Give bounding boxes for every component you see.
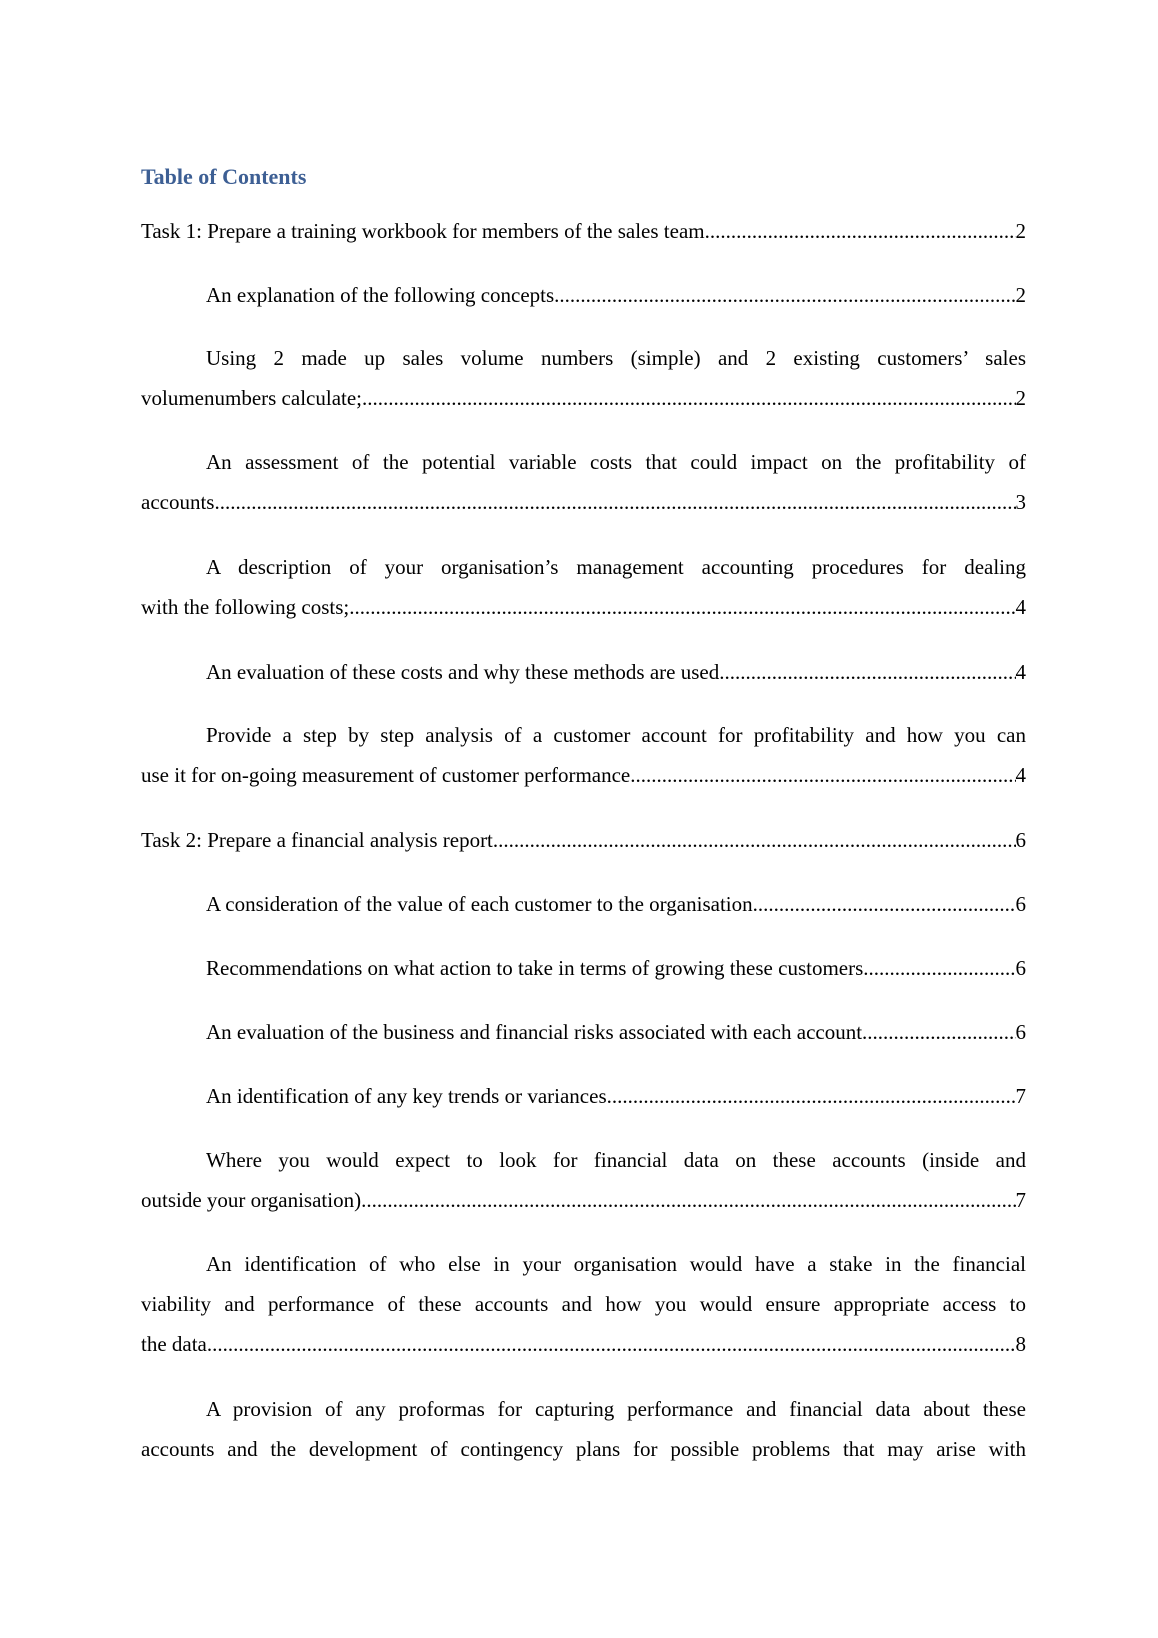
toc-entry-text-last-line: accounts <box>141 490 215 514</box>
toc-entry-text: An identification of any key trends or variances <box>206 1084 607 1108</box>
toc-entry-page: 6 <box>1015 1020 1026 1044</box>
toc-entry-page: 2 <box>1015 283 1026 307</box>
toc-entry-text: An identification of who else in your organisation would have a stake in the financial <box>206 1252 1026 1276</box>
dot-leader <box>207 1324 1016 1364</box>
toc-entry-page: 3 <box>1015 490 1026 514</box>
toc-entry-page: 7 <box>1015 1084 1026 1108</box>
toc-entry[interactable] <box>141 652 1026 692</box>
toc-entry[interactable] <box>141 547 1026 627</box>
toc-entry-text: An explanation of the following concepts <box>206 283 555 307</box>
toc-entry-page: 8 <box>1015 1332 1026 1356</box>
toc-entry-text: Recommendations on what action to take in terms of growing these customers <box>206 956 864 980</box>
toc-entry-text: An evaluation of these costs and why these methods are used <box>206 660 720 684</box>
toc-entry[interactable] <box>141 715 1026 795</box>
toc-entry-task-1[interactable] <box>141 211 1026 251</box>
toc-entry-text: An assessment of the potential variable costs that could impact on the profitability of <box>206 450 1026 474</box>
toc-entry[interactable] <box>141 948 1026 988</box>
toc-entry-text-last-line: with the following costs; <box>141 595 350 619</box>
dot-leader <box>630 755 1015 795</box>
toc-entry-text: Using 2 made up sales volume numbers (simple) and 2 existing customers’ sales <box>206 346 1026 370</box>
dot-leader <box>705 211 1016 251</box>
toc-entry-text: Provide a step by step analysis of a customer account for profitability and how you can <box>206 723 1026 747</box>
toc-entry-page: 2 <box>1015 219 1026 243</box>
toc-entry[interactable] <box>141 275 1026 315</box>
dot-leader <box>862 1012 1015 1052</box>
dot-leader <box>719 652 1015 692</box>
dot-leader <box>753 884 1016 924</box>
toc-entry-page: 4 <box>1015 763 1026 787</box>
dot-leader <box>349 587 1015 627</box>
toc-entry-text: A description of your organisation’s management accounting procedures for dealing <box>206 555 1026 579</box>
dot-leader <box>362 378 1015 418</box>
dot-leader <box>214 482 1015 522</box>
toc-entry[interactable] <box>141 338 1026 418</box>
toc-entry-page: 6 <box>1015 828 1026 852</box>
toc-entry-page: 6 <box>1015 892 1026 916</box>
toc-entry-text: A consideration of the value of each customer to the organisation <box>206 892 753 916</box>
toc-entry-text-last-line: outside your organisation) <box>141 1188 362 1212</box>
toc-entry[interactable] <box>141 1389 1026 1469</box>
toc-entry-text-line-2: viability and performance of these accounts and how you would ensure appropriate access to <box>141 1292 1026 1316</box>
toc-entry-text: Task 2: Prepare a financial analysis report <box>141 828 493 852</box>
toc-entry[interactable] <box>141 1140 1026 1220</box>
toc-entry[interactable] <box>141 1012 1026 1052</box>
toc-entry[interactable] <box>141 1076 1026 1116</box>
toc-entry-page: 4 <box>1015 595 1026 619</box>
toc-entry-text-last-line: use it for on-going measurement of customer performance <box>141 763 631 787</box>
dot-leader <box>863 948 1015 988</box>
toc-entry-page: 4 <box>1015 660 1026 684</box>
toc-entry-text: A provision of any proformas for capturing performance and financial data about these <box>206 1397 1026 1421</box>
toc-entry-page: 2 <box>1015 386 1026 410</box>
toc-title: Table of Contents <box>141 164 307 189</box>
toc-entry-page: 6 <box>1015 956 1026 980</box>
toc-entry-text-line-2: accounts and the development of contingency plans for possible problems that may arise with <box>141 1437 1026 1461</box>
toc-entry-text: An evaluation of the business and financial risks associated with each account <box>206 1020 863 1044</box>
toc-entry-page: 7 <box>1015 1188 1026 1212</box>
toc-entry-text: Task 1: Prepare a training workbook for members of the sales team <box>141 219 705 243</box>
toc-entry-task-2[interactable] <box>141 820 1026 860</box>
toc-entry[interactable] <box>141 442 1026 522</box>
toc-entry[interactable] <box>141 884 1026 924</box>
dot-leader <box>607 1076 1016 1116</box>
dot-leader <box>361 1180 1015 1220</box>
dot-leader <box>554 275 1015 315</box>
toc-entry-text: Where you would expect to look for financial data on these accounts (inside and <box>206 1148 1026 1172</box>
toc-entry-text-last-line: the data <box>141 1332 207 1356</box>
toc-entry-text-last-line: volumenumbers calculate; <box>141 386 363 410</box>
toc-entry[interactable] <box>141 1244 1026 1364</box>
dot-leader <box>493 820 1016 860</box>
